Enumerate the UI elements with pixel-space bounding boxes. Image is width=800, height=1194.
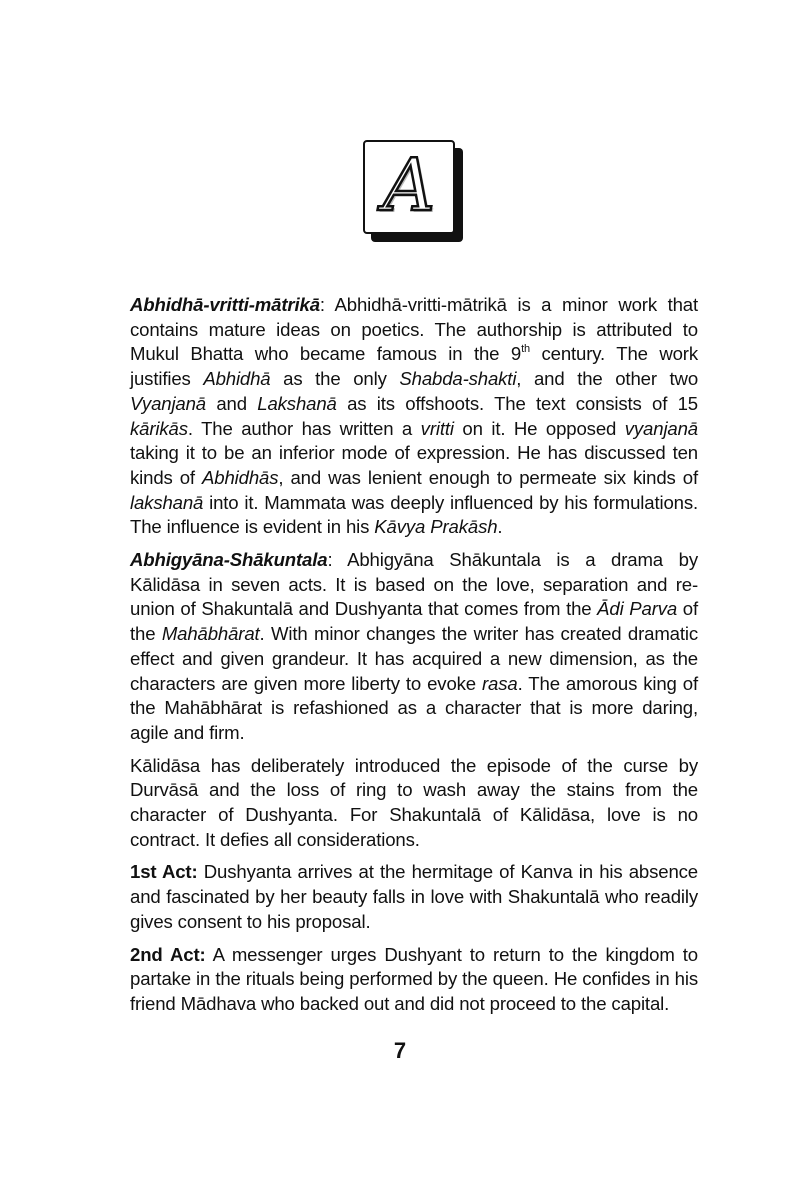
page-number: 7 <box>393 1038 407 1063</box>
page-content <box>130 293 698 1025</box>
entry-term: Abhidhā-vritti-mātrikā <box>130 294 320 315</box>
entry-abhigyana-shakuntala: Abhigyāna-Shākuntala: Abhigyāna Shākuntala is a drama by Kālidāsa in seven acts. It is based on the love, separation and re-union of Shakuntalā and Dushyanta that comes from the Ādi Parva of the Mahābhārat. With minor changes the writer has created dramatic effect and given grandeur. It has acquired a new dimension, as the characters are given more liberty to evoke rasa. The amorous king of the Mahābhārat is refashioned as a character that is more daring, agile and firm. <box>130 549 698 743</box>
act-2-paragraph <box>130 943 698 1017</box>
section-letter-badge <box>363 140 455 234</box>
entry-term: Abhigyāna-Shākuntala <box>130 549 328 571</box>
letter-badge-box <box>363 140 455 234</box>
act-label: 1st Act: <box>130 861 198 883</box>
paragraph-kalidasa: Kālidāsa has deliberately introduced the episode of the curse by Durvāsā and the loss of ring to wash away the stains from the character of Dushyanta. For Shakuntalā of Kālidāsa, love is no contract. It defies all considerations. <box>130 754 698 850</box>
act-label: 2nd Act: <box>130 943 206 965</box>
section-letter: A <box>383 143 435 227</box>
act-1-paragraph <box>130 860 698 934</box>
act-text: Dushyanta arrives at the hermitage of Kanva in his absence and fascinated by her beauty falls in love with Shakuntalā who readily gives consent to his proposal. <box>130 861 698 932</box>
act-text: A messenger urges Dushyant to return to the kingdom to partake in the rituals being performed by the queen. He confides in his friend Mādhava who backed out and did not proceed to the capital. <box>130 943 698 1014</box>
entry-abhidha-vritti-matrika: Abhidhā-vritti-mātrikā: Abhidhā-vritti-mātrikā is a minor work that contains mature ideas on poetics. The authorship is attributed to Mukul Bhatta who became famous in the 9th century. The work justifies Abhidhā as the only Shabda-shakti, and the other two Vyanjanā and Lakshanā as its offshoots. The text consists of 15 kārikās. The author has written a vritti on it. He opposed vyanjanā taking it to be an inferior mode of expression. He has discussed ten kinds of Abhidhās, and was lenient enough to permeate six kinds of lakshanā into it. Mammata was deeply influenced by his formulations. The influence is evident in his Kāvya Prakāsh. <box>130 294 699 538</box>
